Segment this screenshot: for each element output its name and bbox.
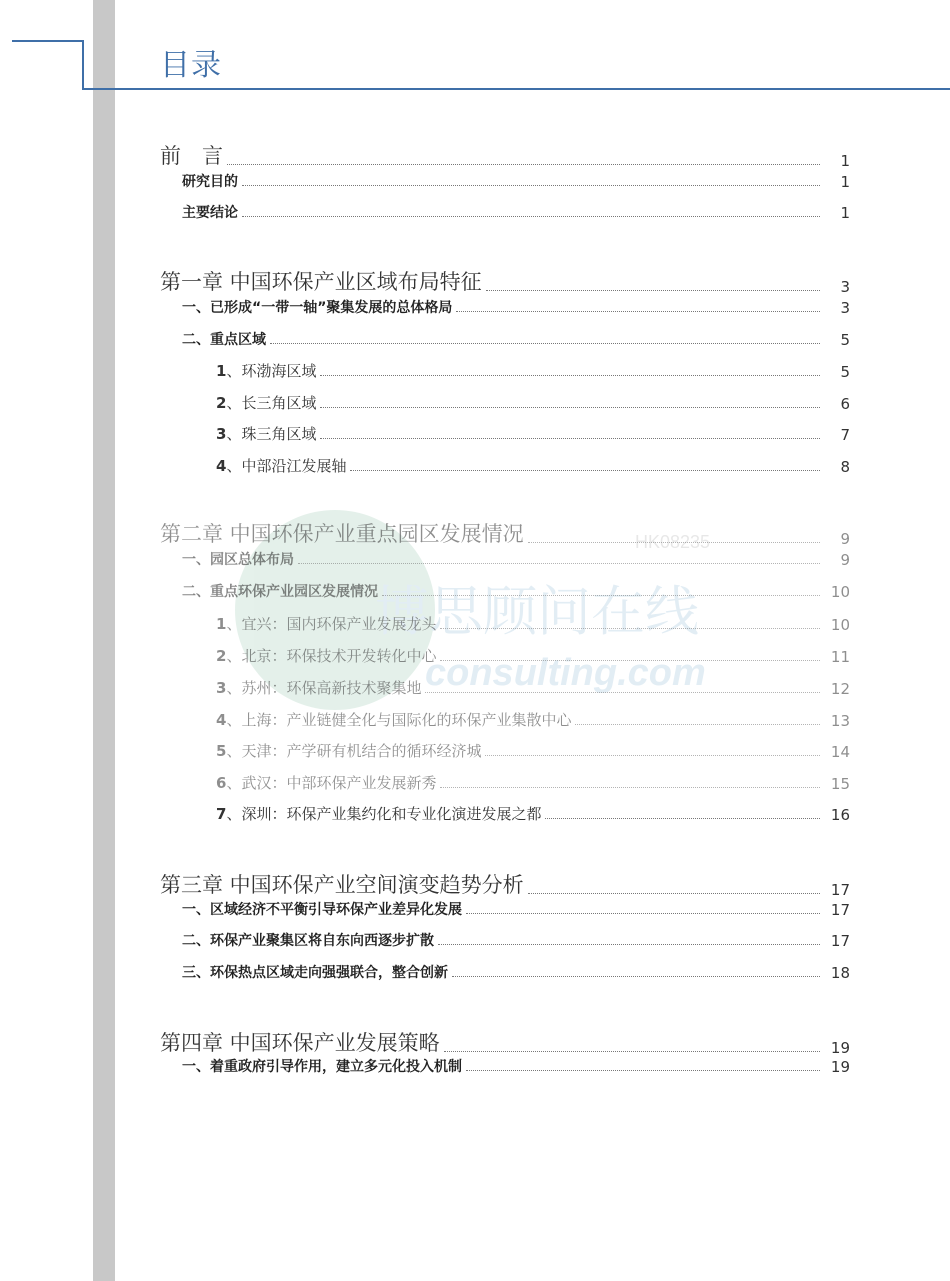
toc-entry-title: 一、已形成“一带一轴”聚集发展的总体格局: [182, 300, 453, 316]
header-rule: [82, 88, 950, 90]
toc-entry-text: 、上海：产业链健全化与国际化的环保产业集散中心: [226, 711, 572, 729]
dot-leader: [242, 184, 820, 186]
toc-entry[interactable]: [160, 1027, 850, 1057]
dot-leader: [440, 786, 820, 788]
toc-entry-number: 7: [216, 805, 227, 823]
toc-entry[interactable]: [182, 171, 850, 191]
header-rule-left: [12, 40, 82, 42]
toc-entry[interactable]: [216, 740, 850, 761]
toc-entry-text: 、天津：产学研有机结合的循环经济城: [226, 742, 482, 760]
toc-page-number: 14: [830, 743, 850, 761]
toc-entry-title: [216, 392, 316, 413]
toc-entry[interactable]: [182, 962, 850, 982]
toc-page-number: 15: [830, 775, 850, 793]
dot-leader: [466, 912, 820, 914]
toc-entry-title: 二、环保产业聚集区将自东向西逐步扩散: [182, 933, 434, 949]
toc-entry-text: 、深圳：环保产业集约化和专业化演进发展之都: [226, 805, 542, 823]
toc-entry[interactable]: [182, 297, 850, 317]
toc-entry-title: [216, 709, 571, 730]
toc-page-number: 19: [830, 1039, 850, 1057]
toc-entry[interactable]: [182, 329, 850, 349]
toc-entry-title: 三、环保热点区域走向强强联合，整合创新: [182, 965, 448, 981]
toc-page-number: 11: [830, 648, 850, 666]
toc-entry[interactable]: [216, 392, 850, 413]
toc-entry-title: [216, 677, 421, 698]
toc-page-number: 6: [840, 395, 850, 413]
toc-entry-title: 一、着重政府引导作用，建立多元化投入机制: [182, 1059, 462, 1075]
toc-entry-number: 4: [216, 457, 227, 475]
toc-entry-title: [216, 455, 346, 476]
toc-page-number: 17: [830, 901, 850, 919]
toc-entry-title: [216, 740, 481, 761]
toc-entry-title: 一、区域经济不平衡引导环保产业差异化发展: [182, 902, 462, 918]
watermark-en: consulting.com: [425, 652, 706, 694]
toc-entry[interactable]: [216, 645, 850, 666]
dot-leader: [575, 723, 820, 725]
toc-entry-title: [216, 803, 541, 824]
toc-page-number: 1: [840, 152, 850, 170]
dot-leader: [444, 1050, 820, 1052]
dot-leader: [425, 691, 820, 693]
toc-page-number: 12: [830, 680, 850, 698]
toc-page-number: 9: [840, 551, 850, 569]
dot-leader: [270, 342, 820, 344]
toc-entry-number: 5: [216, 742, 227, 760]
toc-entry-title: [216, 613, 436, 634]
dot-leader: [440, 659, 820, 661]
toc-page-number: 17: [830, 881, 850, 899]
dot-leader: [298, 562, 820, 564]
toc-entry[interactable]: [160, 140, 850, 170]
toc-entry-title: 第三章 中国环保产业空间演变趋势分析: [160, 873, 524, 897]
toc-entry-text: 、珠三角区域: [226, 425, 317, 443]
toc-entry-text: 、北京：环保技术开发转化中心: [226, 647, 437, 665]
toc-entry[interactable]: [160, 518, 850, 548]
toc-entry-number: 4: [216, 711, 227, 729]
toc-entry[interactable]: [216, 423, 850, 444]
dot-leader: [528, 892, 820, 894]
toc-page-number: 16: [830, 806, 850, 824]
toc-entry-title: 主要结论: [182, 205, 238, 221]
toc-entry-text: 、环渤海区域: [226, 362, 317, 380]
toc-entry-title: 一、园区总体布局: [182, 552, 294, 568]
toc-entry[interactable]: [216, 455, 850, 476]
toc-entry-number: 3: [216, 425, 227, 443]
toc-entry-title: 第四章 中国环保产业发展策略: [160, 1031, 440, 1055]
header-rule-corner: [82, 40, 84, 90]
toc-page-number: 19: [830, 1058, 850, 1076]
toc-entry-number: 2: [216, 394, 227, 412]
toc-entry[interactable]: [182, 202, 850, 222]
dot-leader: [456, 310, 820, 312]
toc-entry[interactable]: [216, 677, 850, 698]
toc-entry[interactable]: [216, 360, 850, 381]
toc-entry-title: [216, 645, 436, 666]
toc-page-number: 5: [840, 363, 850, 381]
toc-page-number: 1: [840, 173, 850, 191]
toc-entry-title: 第二章 中国环保产业重点园区发展情况: [160, 522, 524, 546]
dot-leader: [320, 437, 820, 439]
toc-page-number: 3: [840, 278, 850, 296]
toc-entry-title: 研究目的: [182, 174, 238, 190]
toc-entry[interactable]: [160, 266, 850, 296]
dot-leader: [320, 374, 820, 376]
toc-entry[interactable]: [182, 581, 850, 601]
toc-entry-title: [216, 772, 436, 793]
left-margin-bar: [93, 0, 115, 1281]
watermark-cn: 博思顾问在线: [375, 580, 699, 643]
dot-leader: [485, 754, 820, 756]
dot-leader: [452, 975, 820, 977]
dot-leader: [486, 289, 820, 291]
dot-leader: [528, 541, 820, 543]
toc-page-number: 10: [830, 616, 850, 634]
toc-entry-title: [216, 423, 316, 444]
toc-entry[interactable]: [182, 930, 850, 950]
toc-page-number: 13: [830, 712, 850, 730]
toc-entry-title: [216, 360, 316, 381]
toc-entry-text: 、中部沿江发展轴: [226, 457, 347, 475]
toc-entry-number: 3: [216, 679, 227, 697]
toc-page-number: 10: [830, 583, 850, 601]
toc-page-number: 9: [840, 530, 850, 548]
toc-page-number: 7: [840, 426, 850, 444]
watermark-id: HK08235: [635, 532, 711, 552]
toc-entry-text: 、宜兴：国内环保产业发展龙头: [226, 615, 437, 633]
toc-entry-text: 、苏州：环保高新技术聚集地: [226, 679, 422, 697]
toc-entry-title: 二、重点区域: [182, 332, 266, 348]
dot-leader: [440, 627, 820, 629]
toc-entry-text: 、长三角区域: [226, 394, 317, 412]
toc-entry-text: 、武汉：中部环保产业发展新秀: [226, 774, 437, 792]
toc-page-number: 1: [840, 204, 850, 222]
toc-entry[interactable]: [216, 709, 850, 730]
toc-entry-number: 1: [216, 362, 227, 380]
toc-page-number: 18: [830, 964, 850, 982]
toc-page-number: 5: [840, 331, 850, 349]
dot-leader: [382, 594, 820, 596]
dot-leader: [242, 215, 820, 217]
page-title: 目录: [160, 48, 222, 83]
toc-entry-title: 前 言: [160, 144, 223, 168]
toc-entry-number: 2: [216, 647, 227, 665]
toc-entry[interactable]: [182, 1056, 850, 1076]
toc-entry[interactable]: [216, 803, 850, 824]
toc-page-number: 3: [840, 299, 850, 317]
dot-leader: [320, 406, 820, 408]
toc-entry[interactable]: [160, 869, 850, 899]
dot-leader: [438, 943, 820, 945]
toc-entry-number: 6: [216, 774, 227, 792]
toc-entry[interactable]: [182, 549, 850, 569]
toc-page-number: 17: [830, 932, 850, 950]
dot-leader: [227, 163, 820, 165]
toc-entry-title: 二、重点环保产业园区发展情况: [182, 584, 378, 600]
toc-entry[interactable]: [216, 613, 850, 634]
dot-leader: [350, 469, 820, 471]
dot-leader: [545, 817, 820, 819]
toc-page-number: 8: [840, 458, 850, 476]
toc-entry[interactable]: [182, 899, 850, 919]
dot-leader: [466, 1069, 820, 1071]
toc-entry[interactable]: [216, 772, 850, 793]
toc-entry-number: 1: [216, 615, 227, 633]
toc-entry-title: 第一章 中国环保产业区域布局特征: [160, 270, 482, 294]
